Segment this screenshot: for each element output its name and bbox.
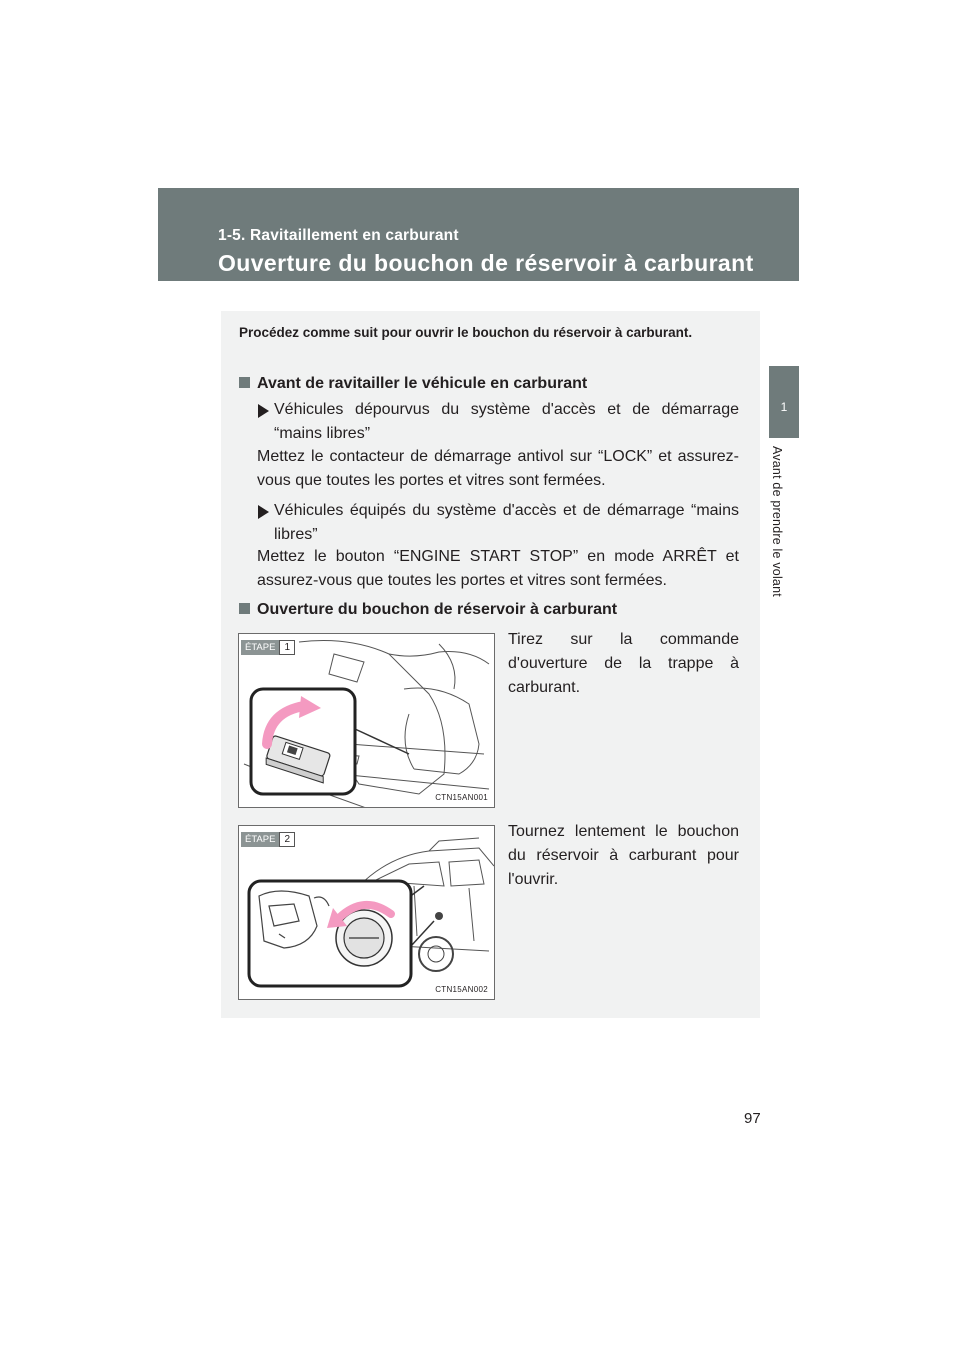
figure-code: CTN15AN001 [435,793,488,802]
page-title: Ouverture du bouchon de réservoir à carburant [218,250,754,276]
square-bullet-icon [239,377,250,388]
step-badge-1 [241,640,295,655]
case2-text: Mettez le bouton “ENGINE START STOP” en mode ARRÊT et assurez-vous que toutes les portes et vitres sont fermées. [257,548,739,589]
heading-before-refuel-text: Avant de ravitailler le véhicule en carburant [257,375,588,392]
case2-title: Véhicules équipés du système d'accès et de démarrage “mains libres” [274,502,739,543]
step-badge-number: 1 [279,640,295,655]
chapter-tab-number: 1 [780,400,788,414]
chapter-tab[interactable] [769,366,799,438]
case1-text: Mettez le contacteur de démarrage antivol sur “LOCK” et assurez-vous que toutes les portes et vitres sont fermées. [257,448,739,489]
step-badge-label: ÉTAPE [241,640,279,655]
figure-step-2 [238,825,495,1000]
triangle-bullet-icon [258,505,269,519]
step-1-text: Tirez sur la commande d'ouverture de la trappe à carburant. [508,631,739,696]
step-2-text: Tournez lentement le bouchon du réservoir à carburant pour l'ouvrir. [508,823,739,888]
figure-step-1 [238,633,495,808]
chapter-tab-label: Avant de prendre le volant [770,446,784,597]
step-badge-2 [241,832,295,847]
section-label: 1-5. Ravitaillement en carburant [218,227,459,244]
fuel-door-opener-illustration [239,634,495,808]
intro-text: Procédez comme suit pour ouvrir le bouchon du réservoir à carburant. [239,325,693,340]
square-bullet-icon [239,603,250,614]
heading-opening [239,601,617,619]
page-number: 97 [744,1110,761,1127]
triangle-bullet-icon [258,404,269,418]
heading-before-refuel [239,375,587,393]
step-badge-label: ÉTAPE [241,832,279,847]
figure-code: CTN15AN002 [435,985,488,994]
step-badge-number: 2 [279,832,295,847]
heading-opening-text: Ouverture du bouchon de réservoir à carburant [257,601,618,618]
fuel-cap-illustration [239,826,495,1000]
case1-title: Véhicules dépourvus du système d'accès et de démarrage “mains libres” [274,401,739,442]
